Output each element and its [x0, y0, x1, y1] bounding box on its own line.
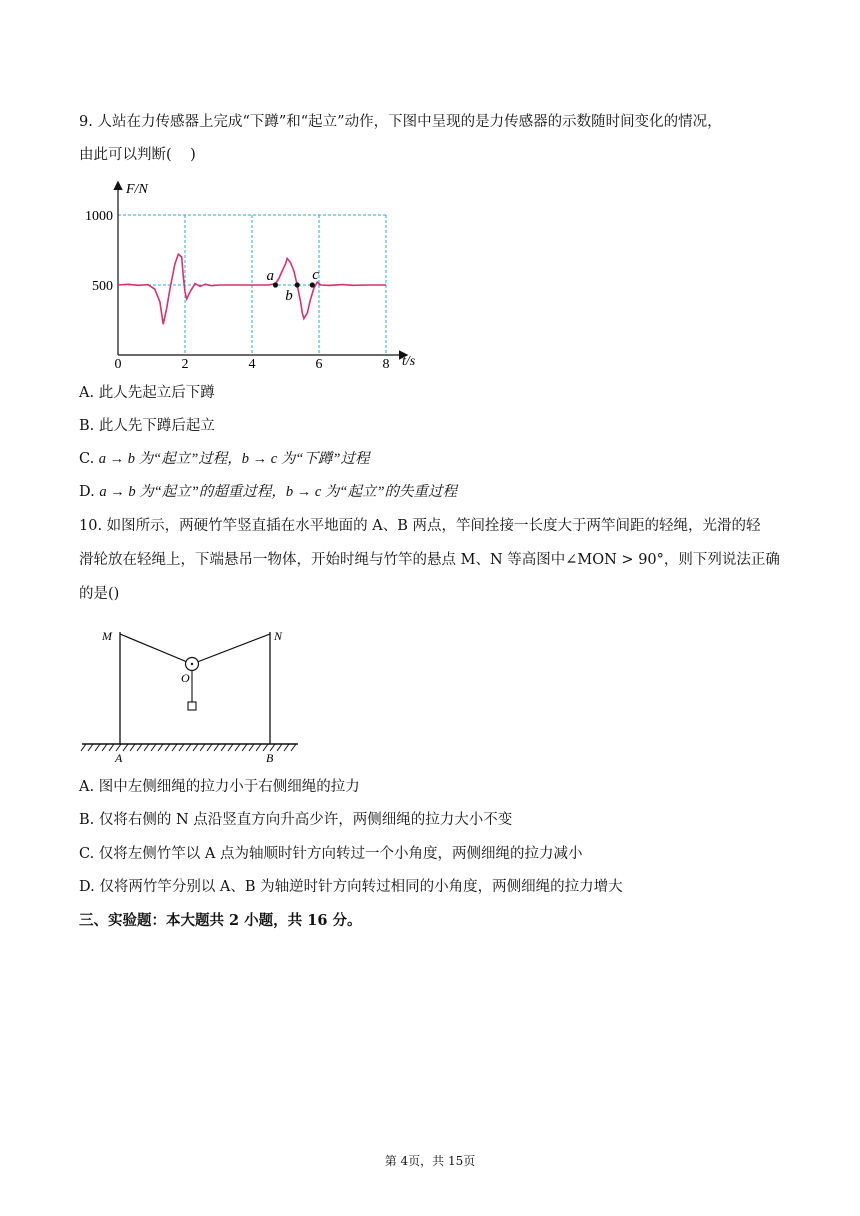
q9-stem-line1: 9. 人站在力传感器上完成“下蹲”和“起立”动作，下图中呈现的是力传感器的示数随时间变化的情况， — [79, 114, 722, 130]
hatch-mark — [158, 744, 163, 751]
x-tick-label: 6 — [315, 357, 323, 370]
hatch-mark — [172, 744, 177, 751]
hatch-mark — [235, 744, 240, 751]
hatch-mark — [221, 744, 226, 751]
label-o: O — [181, 671, 190, 685]
section-3-heading: 三、实验题：本大题共 2 小题，共 16 分。 — [79, 912, 362, 929]
hatch-mark — [95, 744, 100, 751]
hatch-mark — [214, 744, 219, 751]
poles-rope-figure — [80, 620, 305, 770]
hatch-mark — [284, 744, 289, 751]
hatch-mark — [88, 744, 93, 751]
q10-option-b: B. 仅将右侧的 N 点沿竖直方向升高少许，两侧细绳的拉力大小不变 — [79, 812, 513, 828]
q9-option-d — [79, 482, 457, 502]
y-tick-labels — [85, 209, 113, 294]
label-m: M — [102, 629, 112, 643]
hatch-mark — [193, 744, 198, 751]
q9-option-d-text: a → b 为“起立”的超重过程，b → c 为“起立”的失重过程 — [99, 484, 458, 500]
hatch-mark — [123, 744, 128, 751]
q9-option-c-text: a → b 为“起立”过程，b → c 为“下蹲”过程 — [98, 451, 370, 467]
page-footer: 第 4页，共 15页 — [384, 1154, 476, 1168]
hatch-mark — [291, 744, 296, 751]
q10-option-c: C. 仅将左侧竹竿以 A 点为轴顺时针方向转过一个小角度，两侧细绳的拉力减小 — [79, 846, 583, 862]
hatch-mark — [130, 744, 135, 751]
x-tick-label: 2 — [181, 357, 189, 370]
ground-hatching — [81, 744, 296, 751]
hatch-mark — [144, 744, 149, 751]
hatch-mark — [263, 744, 268, 751]
point-b-label: b — [285, 288, 293, 304]
y-axis-label: F/N — [126, 182, 148, 197]
label-a: A — [115, 751, 123, 765]
hatch-mark — [242, 744, 247, 751]
force-time-chart — [80, 175, 430, 370]
y-tick-label: 1000 — [85, 209, 113, 224]
q9-option-c-prefix: C. — [79, 451, 99, 467]
label-n: N — [274, 629, 283, 643]
q10-option-d: D. 仅将两竹竿分别以 A、B 为轴逆时针方向转过相同的小角度，两侧细绳的拉力增大 — [79, 879, 623, 895]
hatch-mark — [151, 744, 156, 751]
hatch-mark — [137, 744, 142, 751]
x-tick-label: 0 — [114, 357, 122, 370]
q9-option-b: B. 此人先下蹲后起立 — [79, 418, 215, 434]
hatch-mark — [207, 744, 212, 751]
hatch-mark — [256, 744, 261, 751]
label-b: B — [266, 751, 274, 765]
y-tick-label: 500 — [92, 279, 113, 294]
q10-stem-line2: 滑轮放在轻绳上，下端悬吊一物体，开始时绳与竹竿的悬点 M、N 等高图中∠MON > 90°，则下列说法正确 — [79, 552, 780, 568]
hatch-mark — [186, 744, 191, 751]
q10-stem-line1: 10. 如图所示，两硬竹竿竖直插在水平地面的 A、B 两点，竿间拴接一长度大于两竿间距的轻绳，光滑的轻 — [79, 518, 761, 534]
hatch-mark — [228, 744, 233, 751]
hatch-mark — [249, 744, 254, 751]
hatch-mark — [81, 744, 86, 751]
q10-option-a: A. 图中左侧细绳的拉力小于右侧细绳的拉力 — [79, 779, 360, 795]
point-c-label: c — [312, 267, 319, 283]
x-axis-label: t/s — [402, 354, 416, 369]
q10-stem-line3: 的是() — [79, 586, 120, 602]
hanging-block — [188, 702, 196, 710]
q9-stem-line2: 由此可以判断( ) — [79, 147, 196, 163]
hatch-mark — [179, 744, 184, 751]
hatch-mark — [270, 744, 275, 751]
point-a-label: a — [266, 268, 274, 284]
force-series-line — [118, 254, 386, 324]
x-tick-label: 4 — [248, 357, 256, 370]
x-tick-label: 8 — [382, 357, 390, 370]
hatch-mark — [200, 744, 205, 751]
hatch-mark — [102, 744, 107, 751]
point-c-marker — [310, 282, 315, 287]
point-b-marker — [295, 282, 300, 287]
hatch-mark — [165, 744, 170, 751]
q9-option-a: A. 此人先起立后下蹲 — [79, 385, 215, 401]
hatch-mark — [277, 744, 282, 751]
hatch-mark — [109, 744, 114, 751]
q9-option-d-prefix: D. — [79, 484, 100, 500]
pulley-axle — [191, 663, 193, 665]
x-tick-labels — [115, 357, 390, 370]
q9-option-c — [79, 449, 370, 469]
hatch-mark — [116, 744, 121, 751]
